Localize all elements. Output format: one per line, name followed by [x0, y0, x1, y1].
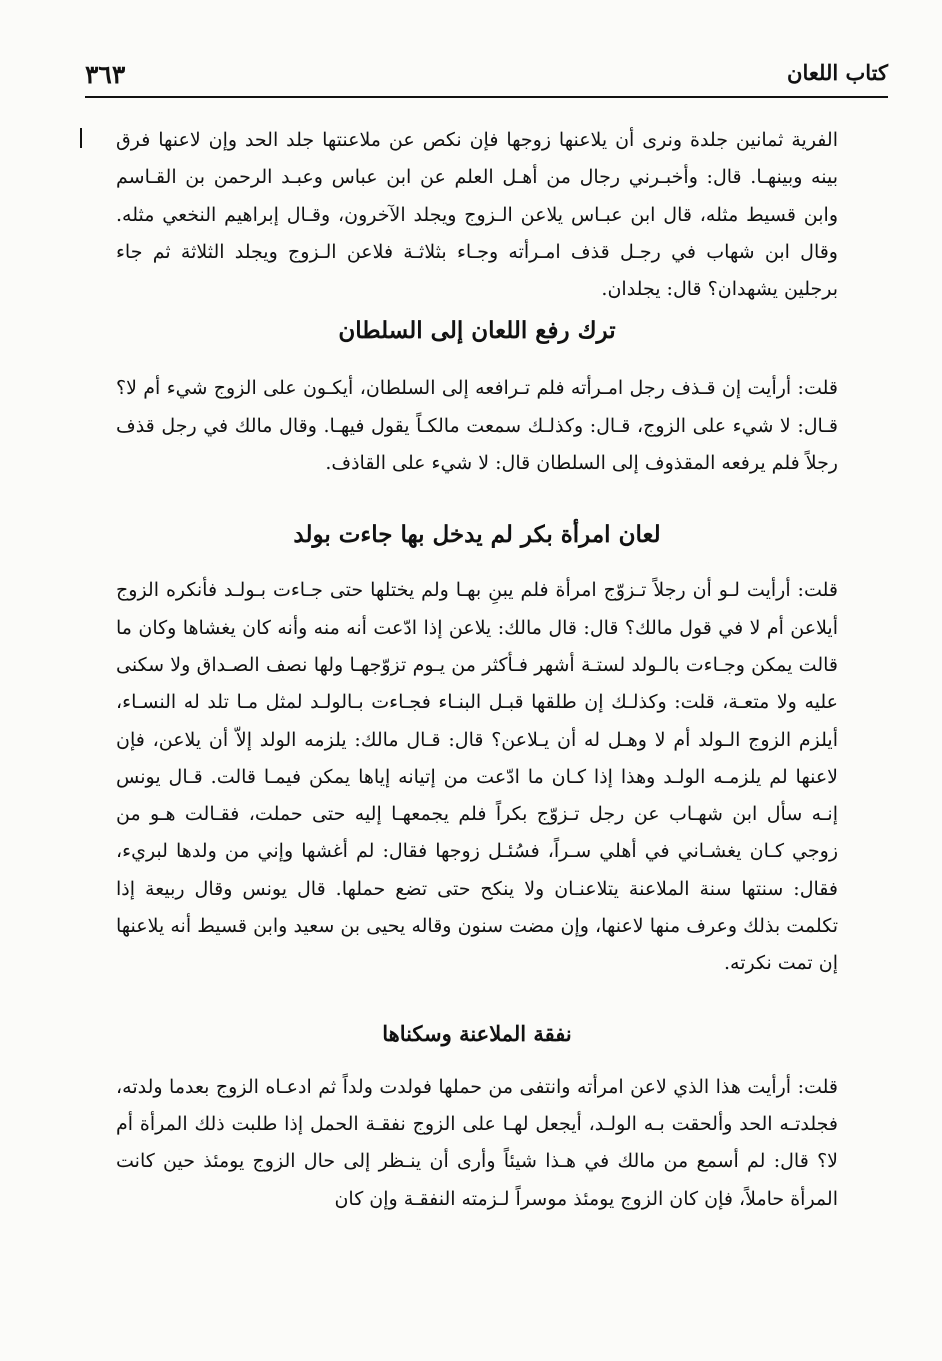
page-body — [116, 122, 838, 1218]
paragraph: قلت: أرأيت إن قـذف رجل امـرأته فلم تـرافعه إلى السلطان، أيكـون على الزوج شيء أم لا؟ قـال: لا شيء على الزوج، قـال: وكذلـك سمعت مالكـاً يقول فيهـا. وقال مالك في رجل قذف رجلاً فلم يرفعه المقذوف إلى السلطان قال: لا شيء على القاذف. — [116, 377, 838, 475]
page-number: ٣٦٣ — [85, 60, 126, 89]
section-heading: لعان امرأة بكر لم يدخل بها جاءت بولد — [293, 521, 661, 549]
running-header — [85, 56, 888, 98]
paragraph: قلت: أرأيت هذا الذي لاعن امرأته وانتفى من حملها فولدت ولداً ثم ادعـاه الزوج بعدما ولدته، فجلدتـه الحد وألحقت بـه الولـد، أيجعل لهـا على الزوج نفقـة الحمل إذا طلبت ذلك المرأة أم لا؟ قال: لم أسمع من مالك في هـذا شيئاً وأرى أن ينـظر إلى حال الزوج يومئذ حين كانت المرأة حاملاً، فإن كان الزوج يومئذ موسراً لـزمته النفقـة وإن كان — [116, 1075, 838, 1210]
section-heading: نفقة الملاعنة وسكناها — [382, 1020, 572, 1046]
paragraph: الفرية ثمانين جلدة ونرى أن يلاعنها زوجها فإن نكص عن ملاعنتها جلد الحد وإن لاعنها فرق بينه وبينهـا. قال: وأخبـرني رجال من أهـل العلم عن ابن عباس وعبـد الرحمن بن القـاسم وابن قسيط مثله، قال ابن عبـاس يلاعن الـزوج ويجلد الآخرون، وقـال إبراهيم النخعي مثله. وقال ابن شهاب في رجـل قذف امـرأته وجـاء بثلاثـة فلاعن الـزوج ويجلد الثلاثة ثم جاء برجلين يشهدان؟ قال: يجلدان. — [116, 129, 838, 301]
section-heading: ترك رفع اللعان إلى السلطان — [338, 317, 616, 345]
margin-mark — [80, 128, 82, 148]
paragraph: قلت: أرأيت لـو أن رجلاً تـزوّج امرأة فلم يبنِ بهـا ولم يختلها حتى جـاءت بـولـد فأنكره الزوج أيلاعن أم لا في قول مالك؟ قال: قال مالك: يلاعن إذا ادّعت أنه منه وأنه كان يغشاها وكان ما قالت يمكن وجـاءت بالـولد لستـة أشهر فـأكثر من يـوم تزوّجهـا ولها نصف الصـداق ولا سكنى عليه ولا متعـة، قلت: وكذلـك إن طلقها قبـل البنـاء فجـاءت بـالولـد لمثل مـا تلد له النسـاء، أيلزم الزوج الـولد أم لا وهـل له أن يـلاعن؟ قال: قـال مالك: يلزمه الولد إلاّ أن يلاعن، فإن لاعنها لم يلزمـه الولـد وهذا إذا كـان ما ادّعت من إتيانه إياها يمكن فيمـا قالت. قـال يونس إنـه سأل ابن شهـاب عن رجل تـزوّج بكراً فلم يجمعهـا إليه حتى حملت، فقـالت هـو من زوجي كـان يغشـاني في أهلي سـراً، فسُئـل زوجها فقال: لم أغشها وإني من ولدها لبريء، فقال: سنتها سنة الملاعنة يتلاعنـان ولا ينكح حتى تضع حملها. قال يونس وقال ربيعة إذا تكلمت بذلك وعرف منها لاعنها، وإن مضت سنون وقاله يحيى بن سعيد وابن قسيط أنه يلاعنها إن تمت نكرته. — [116, 579, 838, 975]
running-title: كتاب اللعان — [787, 60, 888, 85]
